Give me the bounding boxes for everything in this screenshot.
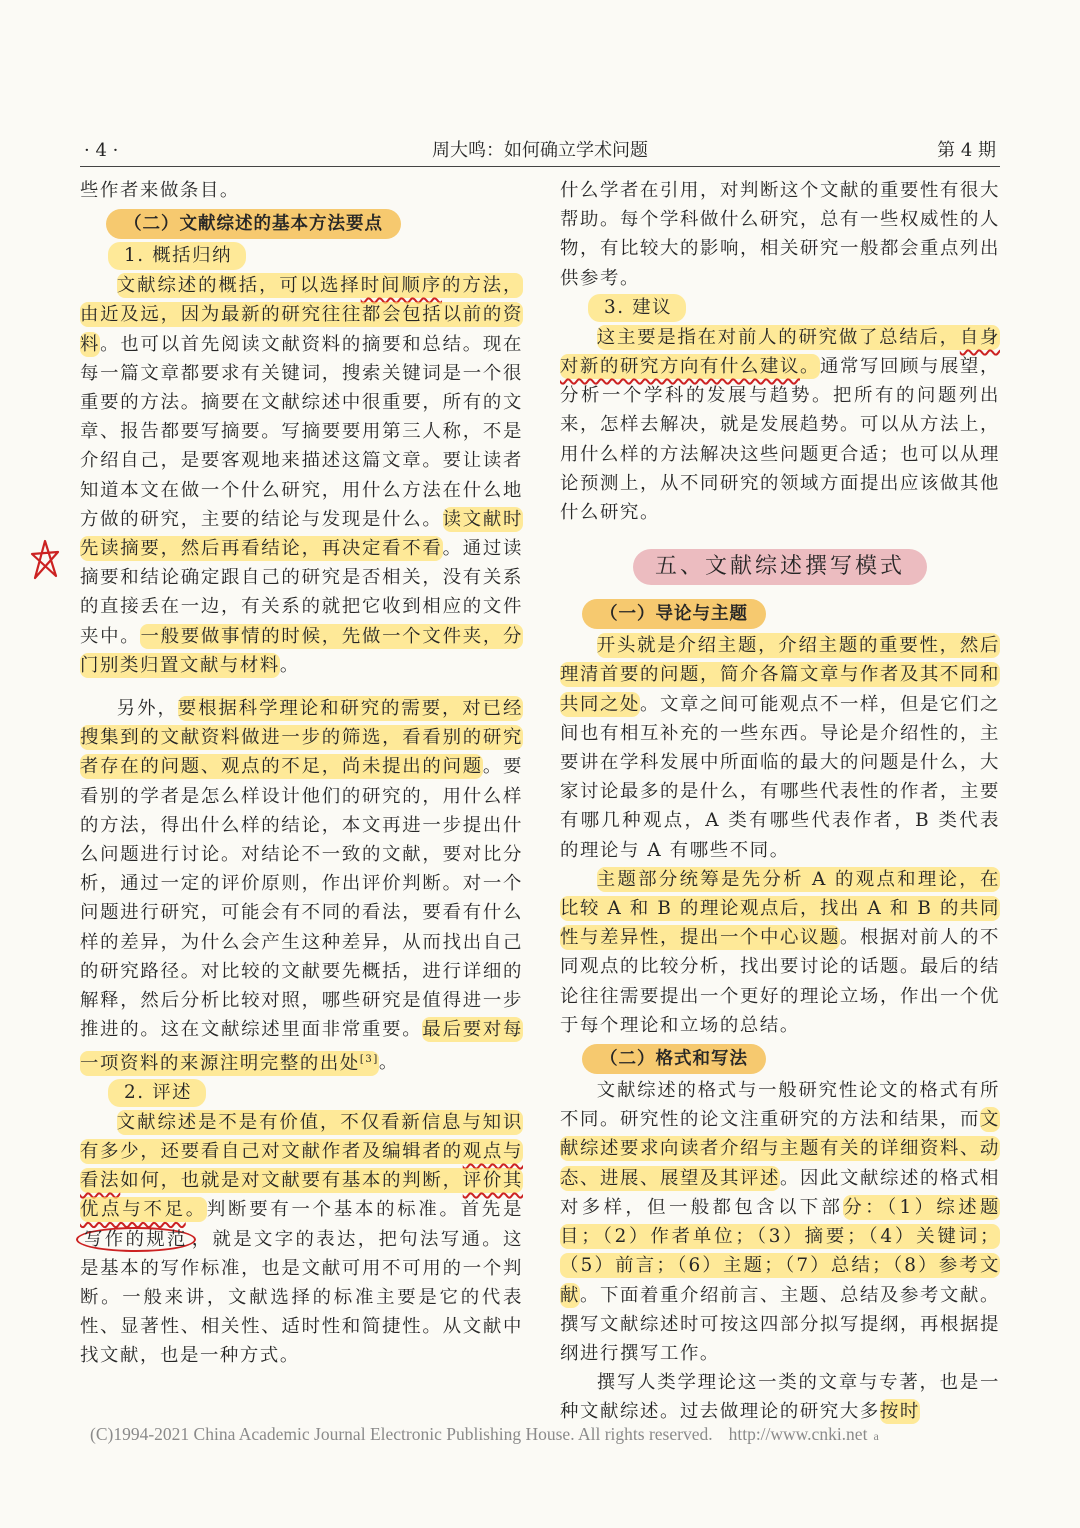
footer-tail: a xyxy=(873,1429,879,1443)
highlight: 这主要是指在对前人的研究做了总结后，自身对新的研究方向有什么建议。 xyxy=(560,326,1000,378)
paragraph: 文献综述的概括，可以选择时间顺序的方法，由近及远，因为最新的研究往往都会包括以前的资料。也可以首先阅读文献资料的摘要和总结。现在每一篇文章都要求有关键词，搜索关键词是一个很重要的方法。摘要在文献综述中很重要，所有的文章、报告都要写摘要。写摘要要用第三人称，不是介绍自己，是要客观地来描述这篇文章。要让读者知道本文在做一个什么研究，用什么方法在什么地方做的研究，主要的结论与发现是什么。读文献时先读摘要，然后再看结论，再决定看不看。通过读摘要和结论确定跟自己的研究是否相关，没有关系的直接丢在一边，有关系的就把它收到相应的文件夹中。一般要做事情的时候，先做一个文件夹，分门别类归置文献与材料。 xyxy=(80,275,524,676)
running-header xyxy=(80,136,1000,167)
highlight: 主题部分统筹是先分析 A 的观点和理论，在比较 A 和 B 的理论观点后，找出 A 和 B 的共同性与差异性，提出一个中心议题 xyxy=(560,868,1000,949)
cnki-url: http://www.cnki.net xyxy=(728,1424,868,1444)
highlight: 读文献时先读摘要，然后再看结论，再决定看不看 xyxy=(80,508,523,560)
highlight: 要根据科学理论和研究的需要，对已经搜集到的文献资料做进一步的筛选，看看别的研究者存在的问题、观点的不足，尚未提出的问题 xyxy=(80,698,523,778)
paragraph: 些作者来做条目。 xyxy=(80,180,240,201)
section-heading: 五、文献综述撰写模式 xyxy=(633,549,927,585)
paragraph: 文献综述是不是有价值，不仅看新信息与知识有多少，还要看自己对文献作者及编辑者的观点与看法如何，也就是对文献要有基本的判断，评价其优点与不足。判断要有一个基本的标准。首先是写作的规范 ，就是文字的表达，把句法写通。这是基本的写作标准，也是文献可用不可用的一个判断。一般来讲，文献选择的标准主要是它的代表性、显著性、相关性、适时性和简捷性。从文献中找文献，也是一种方式。 xyxy=(80,1108,523,1371)
highlight: 一般要做事情的时候，先做一个文件夹，分门别类归置文献与材料 xyxy=(80,625,523,676)
red-underline: 观点与看法 xyxy=(80,1141,523,1192)
paragraph: 文献综述的格式与一般研究性论文的格式有所不同。研究性的论文注重研究的方法和结果，而文献综述要求向读者介绍与主题有关的详细资料、动态、进展、展望及其评述。因此文献综述的格式相对多样，但一般都包含以下部分：（1）综述题目；（2）作者单位；（3）摘要；（4）关键词；（5）前言；（6）主题；（7）总结；（8）参考文献。下面着重介绍前言、主题、总结及参考文献。撰写文献综述时可按这四部分拟写提纲，再根据提纲进行撰写工作。 xyxy=(560,1080,1000,1364)
numbered-heading: 1. 概括归纳 xyxy=(108,242,246,270)
highlight: 最后要对每一项资料的来源注明完整的出处[3] xyxy=(80,1019,523,1074)
paragraph: 另外，要根据科学理论和研究的需要，对已经搜集到的文献资料做进一步的筛选，看看别的研究者存在的问题、观点的不足，尚未提出的问题。要看别的学者是怎么样设计他们的研究的，用什么样的方法，得出什么样的结论，本文再进一步提出什么问题进行讨论。对结论不一致的文献，要对比分析，通过一定的评价原则，作出评价判断。对一个问题进行研究，可能会有不同的看法，要看有什么样的差异，为什么会产生这种差异，从而找出自己的研究路径。对比较的文献要先概括，进行详细的解释，然后分析比较对照，哪些研究是值得进一步推进的。这在文献综述里面非常重要。最后要对每一项资料的来源注明完整的出处[3]。 xyxy=(80,698,523,1074)
subsection-heading: （二）格式和写法 xyxy=(582,1044,766,1074)
highlight: 分：（1）综述题目；（2）作者单位；（3）摘要；（4）关键词；（5）前言；（6）主题；（7）总结；（8）参考文献 xyxy=(560,1196,1000,1306)
reference-marker: [3] xyxy=(359,1053,379,1065)
right-column xyxy=(560,176,1000,1427)
red-underline: 评价其优点与不足 xyxy=(80,1170,523,1221)
highlight: 文献综述是不是有价值，不仅看新信息与知识有多少，还要看自己对文献作者及编辑者的观点与看法如何，也就是对文献要有基本的判断，评价其优点与不足。 xyxy=(80,1111,523,1221)
numbered-heading: 3. 建议 xyxy=(588,294,686,322)
highlight: 按时 xyxy=(879,1401,920,1423)
highlight: 文献综述的概括，可以选择时间顺序的方法，由近及远，因为最新的研究往往都会包括以前的资料 xyxy=(80,275,524,355)
subsection-heading: （二）文献综述的基本方法要点 xyxy=(106,209,401,239)
paragraph: 开头就是介绍主题，介绍主题的重要性，然后理清首要的问题，简介各篇文章与作者及其不同和共同之处。文章之间可能观点不一样，但是它们之间也有相互补充的一些东西。导论是介绍性的，主要讲在学科发展中所面临的最大的问题是什么，大家讨论最多的是什么，有哪些代表性的作者，主要有哪几种观点，A 类有哪些代表作者，B 类代表的理论与 A 有哪些不同。 xyxy=(560,635,1000,861)
paragraph: 主题部分统筹是先分析 A 的观点和理论，在比较 A 和 B 的理论观点后，找出 A 和 B 的共同性与差异性，提出一个中心议题。根据对前人的不同观点的比较分析，找出要讨论的话题。最后的结论往往需要提出一个更好的理论立场，作出一个优于每个理论和立场的总结。 xyxy=(560,868,1000,1036)
left-column xyxy=(80,176,523,1371)
red-circle-annotation: 写作的规范 xyxy=(76,1227,196,1252)
paragraph: 什么学者在引用，对判断这个文献的重要性有很大帮助。每个学科做什么研究，总有一些权威性的人物，有比较大的影响，相关研究一般都会重点列出供参考。 xyxy=(560,180,1000,289)
paragraph: 这主要是指在对前人的研究做了总结后，自身对新的研究方向有什么建议。通常写回顾与展望，分析一个学科的发展与趋势。把所有的问题列出来，怎样去解决，就是发展趋势。可以从方法上，用什么样的方法解决这些问题更合适；也可以从理论预测上，从不同研究的领域方面提出应该做其他什么研究。 xyxy=(560,326,1000,524)
running-title: 周大鸣：如何确立学术问题 xyxy=(432,140,648,161)
red-underline: 时间顺序 xyxy=(360,275,443,297)
subsection-heading: （一）导论与主题 xyxy=(582,599,766,629)
red-underline: 自身对新的研究方向有什么建议 xyxy=(560,326,1000,378)
highlight: 文献综述要求向读者介绍与主题有关的详细资料、动态、进展、展望及其评述 xyxy=(560,1109,1000,1189)
copyright-footer xyxy=(90,1422,990,1448)
numbered-heading: 2. 评述 xyxy=(108,1079,206,1107)
page-number: · 4 · xyxy=(84,140,119,161)
paragraph: 撰写人类学理论这一类的文章与专著，也是一种文献综述。过去做理论的研究大多按时 xyxy=(560,1372,1000,1423)
red-star-annotation-icon xyxy=(30,538,60,582)
issue-number: 第 4 期 xyxy=(937,140,996,161)
highlight: 开头就是介绍主题，介绍主题的重要性，然后理清首要的问题，简介各篇文章与作者及其不同和共同之处 xyxy=(560,635,1000,715)
copyright-text: (C)1994-2021 China Academic Journal Electronic Publishing House. All rights reserved. xyxy=(90,1424,713,1444)
